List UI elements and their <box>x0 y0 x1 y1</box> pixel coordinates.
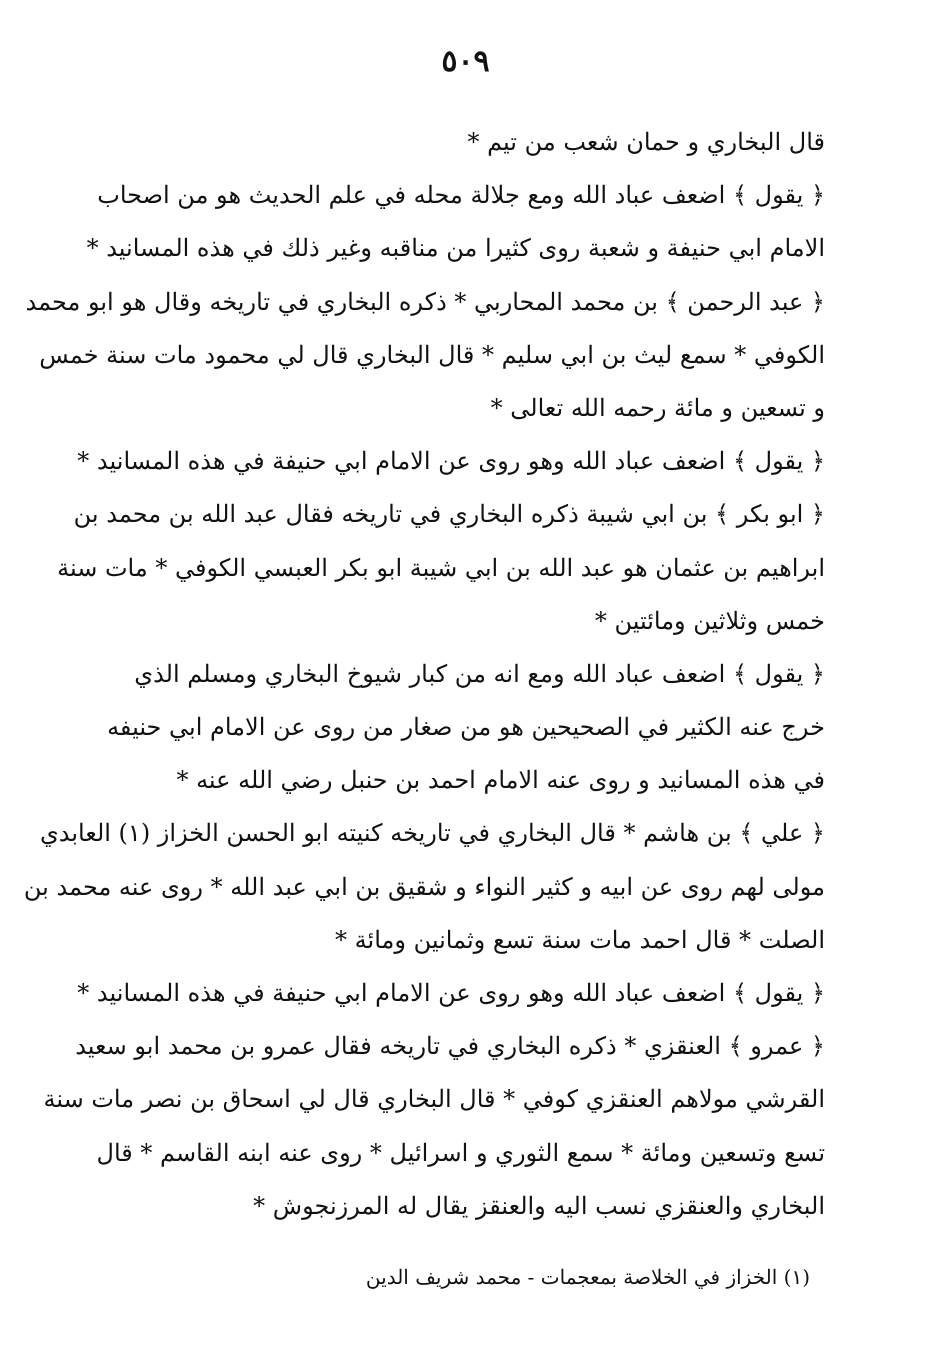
text-line: ﴿ علي ﴾ بن هاشم * قال البخاري في تاريخه كنيته ابو الحسن الخزاز (١) العابدي <box>39 819 825 848</box>
text-line: و تسعين و مائة رحمه الله تعالى * <box>490 393 825 422</box>
footnote: (١) الخزاز في الخلاصة بمعجمات - محمد شريف الدين <box>365 1265 810 1289</box>
text-line: البخاري والعنقزي نسب اليه والعنقز يقال له المرزنجوش * <box>253 1191 825 1220</box>
text-line: خمس وثلاثين ومائتين * <box>594 606 825 635</box>
text-line: الكوفي * سمع ليث بن ابي سليم * قال البخاري قال لي محمود مات سنة خمس <box>39 340 825 369</box>
text-line: ﴿ يقول ﴾ اضعف عباد الله ومع جلالة محله في علم الحديث هو من اصحاب <box>97 181 825 210</box>
text-line: ﴿ عبد الرحمن ﴾ بن محمد المحاربي * ذكره البخاري في تاريخه وقال هو ابو محمد <box>25 287 825 316</box>
text-line: قال البخاري و حمان شعب من تيم * <box>467 128 825 156</box>
text-line: القرشي مولاهم العنقزي كوفي * قال البخاري قال لي اسحاق بن نصر مات سنة <box>43 1085 825 1114</box>
body-text <box>23 116 825 1233</box>
text-line: ابراهيم بن عثمان هو عبد الله بن ابي شيبة ابو بكر العبسي الكوفي * مات سنة <box>57 553 825 582</box>
text-line: ﴿ عمرو ﴾ العنقزي * ذكره البخاري في تاريخه فقال عمرو بن محمد ابو سعيد <box>75 1032 825 1061</box>
text-line: في هذه المسانيد و روى عنه الامام احمد بن حنبل رضي الله عنه * <box>176 766 825 795</box>
text-line: ﴿ ابو بكر ﴾ بن ابي شيبة ذكره البخاري في تاريخه فقال عبد الله بن محمد بن <box>73 500 825 529</box>
text-line: تسع وتسعين ومائة * سمع الثوري و اسرائيل * روى عنه ابنه القاسم * قال <box>96 1138 825 1167</box>
text-line: خرج عنه الكثير في الصحيحين هو من صغار من روى عن الامام ابي حنيفه <box>107 713 825 742</box>
text-line: مولى لهم روى عن ابيه و كثير النواء و شقيق بن ابي عبد الله * روى عنه محمد بن <box>23 872 825 901</box>
text-line: ﴿ يقول ﴾ اضعف عباد الله وهو روى عن الامام ابي حنيفة في هذه المسانيد * <box>77 447 825 476</box>
text-line: الامام ابي حنيفة و شعبة روى كثيرا من مناقبه وغير ذلك في هذه المسانيد * <box>86 234 825 263</box>
text-line: الصلت * قال احمد مات سنة تسع وثمانين ومائة * <box>335 925 825 954</box>
text-line: ﴿ يقول ﴾ اضعف عباد الله وهو روى عن الامام ابي حنيفة في هذه المسانيد * <box>77 979 825 1007</box>
text-line: ﴿ يقول ﴾ اضعف عباد الله ومع انه من كبار شيوخ البخاري ومسلم الذي <box>134 659 825 688</box>
page-number: ٥٠٩ <box>441 44 490 79</box>
